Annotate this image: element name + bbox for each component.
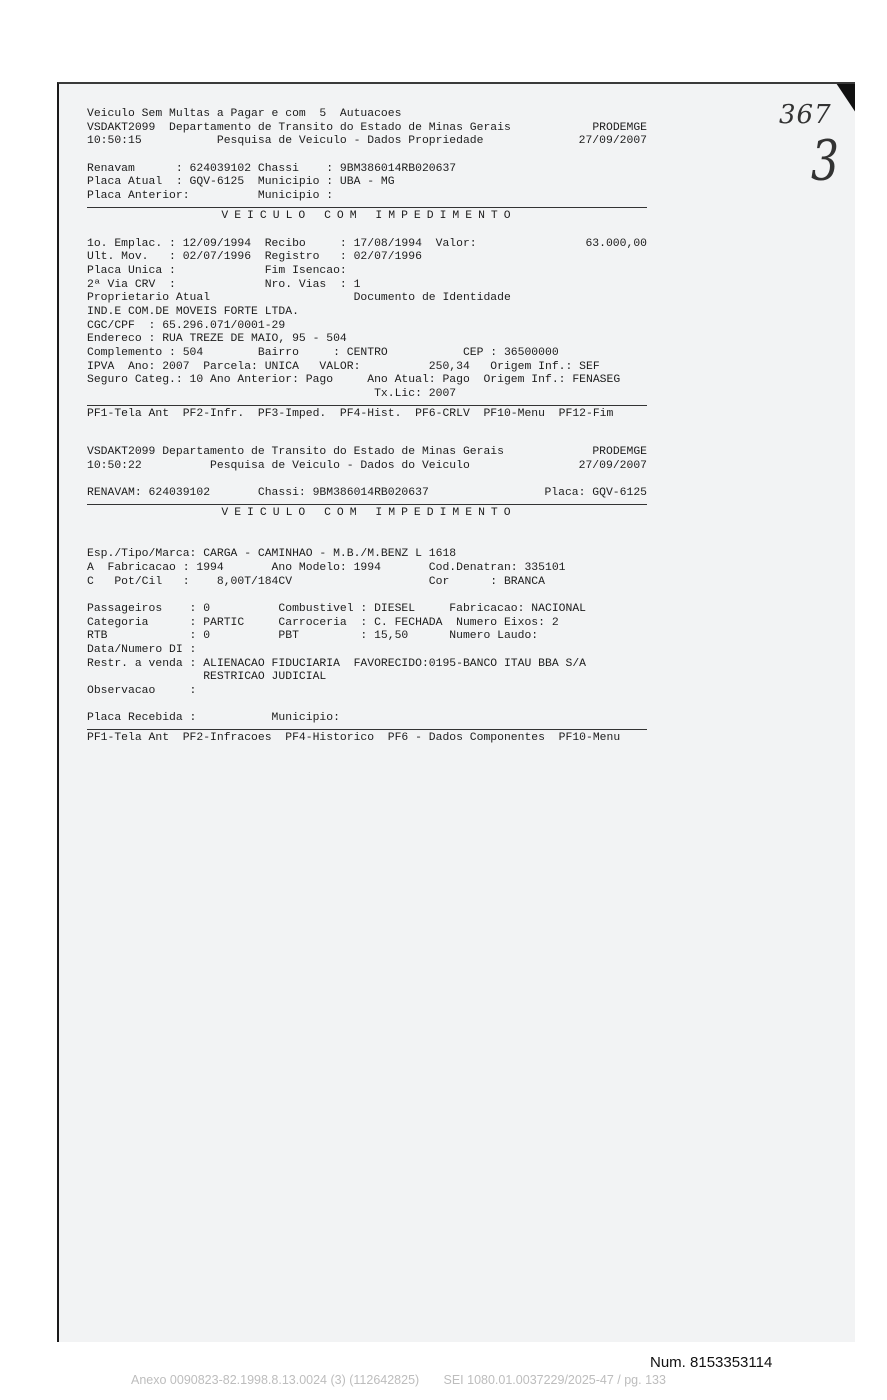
placa-value: Placa: GQV-6125 — [544, 487, 647, 500]
placa-atual-line: Placa Atual : GQV-6125 Municipio : UBA - MG — [87, 176, 395, 189]
screen-dados-veiculo — [87, 446, 647, 746]
handwritten-mark: 3 — [811, 129, 839, 194]
header-row-2 — [87, 135, 647, 149]
observacao-line: Observacao : — [87, 685, 197, 697]
seguro-line: Seguro Categ.: 10 Ano Anterior: Pago Ano Atual: Pago Origem Inf.: FENASEG — [87, 374, 621, 387]
divider — [87, 504, 647, 505]
header-date: 27/09/2007 — [578, 135, 647, 148]
owner-name: IND.E COM.DE MOVEIS FORTE LTDA. — [87, 305, 299, 318]
valor-value: 63.000,00 — [585, 237, 647, 250]
data-numero-di-line: Data/Numero DI : — [87, 643, 197, 656]
impediment-title: VEICULO COM IMPEDIMENTO — [221, 209, 517, 222]
tx-lic-line: Tx.Lic: 2007 — [87, 388, 457, 401]
emplacamento-line: 1o. Emplac. : 12/09/1994 Recibo : 17/08/1994 Valor: — [87, 237, 477, 250]
corner-scan-mark — [836, 83, 855, 113]
fabricacao-line: A Fabricacao : 1994 Ano Modelo: 1994 Cod.Denatran: 335101 — [87, 561, 566, 574]
pot-cil-line: C Pot/Cil : 8,00T/184CV Cor : BRANCA — [87, 575, 545, 588]
divider — [87, 405, 647, 406]
renavam-line: Renavam : 624039102 Chassi : 9BM386014RB020637 — [87, 162, 457, 175]
renavam-chassi: RENAVAM: 624039102 Chassi: 9BM386014RB020637 — [87, 487, 429, 500]
header-system: VSDAKT2099 Departamento de Transito do Estado de Minas Gerais — [87, 121, 511, 134]
screen-dados-propriedade — [87, 108, 647, 421]
scanned-printout — [57, 82, 855, 1342]
alert-line: Veiculo Sem Multas a Pagar e com 5 Autuacoes — [87, 108, 402, 120]
header-system: VSDAKT2099 Departamento de Transito do Estado de Minas Gerais — [87, 446, 504, 458]
divider — [87, 729, 647, 730]
function-key-menu: PF1-Tela Ant PF2-Infracoes PF4-Historico PF6 - Dados Componentes PF10-Menu — [87, 732, 621, 745]
categoria-line: Categoria : PARTIC Carroceria : C. FECHADA Numero Eixos: 2 — [87, 616, 559, 629]
proprietario-header: Proprietario Atual Documento de Identidade — [87, 292, 511, 305]
header-time-title: 10:50:22 Pesquisa de Veiculo - Dados do Veiculo — [87, 459, 470, 472]
placa-recebida-line: Placa Recebida : Municipio: — [87, 712, 340, 725]
handwritten-page-number: 367 — [779, 100, 832, 130]
ipva-line: IPVA Ano: 2007 Parcela: UNICA VALOR: 250,34 Origem Inf.: SEF — [87, 360, 600, 373]
header-time-title: 10:50:15 Pesquisa de Veiculo - Dados Propriedade — [87, 135, 484, 148]
impediment-title: VEICULO COM IMPEDIMENTO — [221, 506, 517, 519]
divider — [87, 207, 647, 208]
vehicle-id-row — [87, 487, 647, 501]
rtb-line: RTB : 0 PBT : 15,50 Numero Laudo: — [87, 630, 539, 643]
header-provider: PRODEMGE — [592, 446, 647, 458]
document-number: Num. 8153353114 — [650, 1354, 773, 1371]
restricao-venda-line: Restr. a venda : ALIENACAO FIDUCIARIA FAVORECIDO:0195-BANCO ITAU BBA S/A — [87, 657, 586, 670]
anexo-reference: Anexo 0090823-82.1998.8.13.0024 (3) (112642825) SEI 1080.01.0037229/2025-47 / pg. 133 — [131, 1373, 666, 1387]
endereco-line: Endereco : RUA TREZE DE MAIO, 95 - 504 — [87, 333, 347, 346]
passageiros-line: Passageiros : 0 Combustivel : DIESEL Fabricacao: NACIONAL — [87, 602, 586, 615]
function-key-menu: PF1-Tela Ant PF2-Infr. PF3-Imped. PF4-Hist. PF6-CRLV PF10-Menu PF12-Fim — [87, 407, 614, 420]
header-row-1 — [87, 122, 647, 136]
header-row-2 — [87, 460, 647, 474]
cgc-cpf-line: CGC/CPF : 65.296.071/0001-29 — [87, 319, 286, 332]
header-provider: PRODEMGE — [592, 121, 647, 134]
restricao-judicial-line: RESTRICAO JUDICIAL — [87, 671, 327, 684]
via-crv-line: 2ª Via CRV : Nro. Vias : 1 — [87, 278, 361, 291]
emplacamento-row — [87, 238, 647, 252]
header-date: 27/09/2007 — [578, 459, 647, 472]
header-row-1 — [87, 446, 647, 460]
tipo-marca-line: Esp./Tipo/Marca: CARGA - CAMINHAO - M.B./M.BENZ L 1618 — [87, 548, 457, 561]
placa-unica-line: Placa Unica : Fim Isencao: — [87, 264, 347, 277]
placa-anterior-line: Placa Anterior: Municipio : — [87, 190, 334, 203]
complemento-line: Complemento : 504 Bairro : CENTRO CEP : 36500000 — [87, 347, 559, 359]
ult-mov-line: Ult. Mov. : 02/07/1996 Registro : 02/07/1996 — [87, 251, 422, 264]
